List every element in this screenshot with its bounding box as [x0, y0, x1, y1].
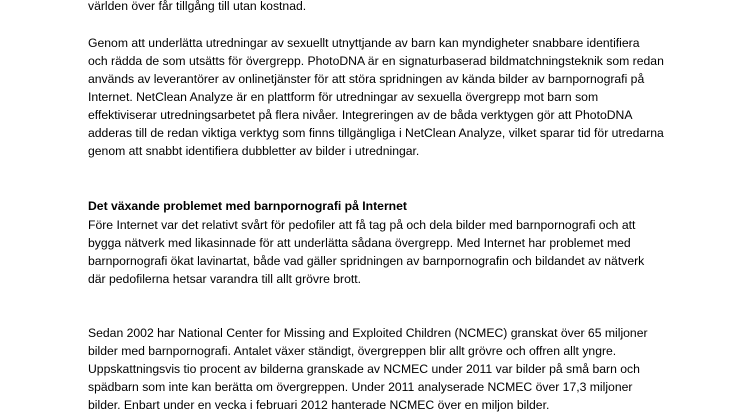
text-line: bygga nätverk med likasinnade för att underlätta sådana övergrepp. Med Internet har problemet med — [88, 236, 631, 250]
text-line: Internet. NetClean Analyze är en plattform för utredningar av sexuella övergrepp mot barn som — [88, 90, 599, 104]
document-page — [88, 0, 688, 419]
paragraph-analyze — [88, 34, 688, 160]
text-line: bilder med barnpornografi. Antalet växer ständigt, övergreppen blir allt grövre och offren allt yngre. — [88, 344, 617, 358]
text-line: Genom att underlätta utredningar av sexuellt utnyttjande av barn kan myndigheter snabbare identifiera — [88, 36, 640, 50]
paragraph-ncmec — [88, 324, 688, 414]
text-line: genom att snabbt identifiera dubbletter av bilder i utredningar. — [88, 144, 420, 158]
text-line: barnpornografi ökat lavinartat, både vad gäller spridningen av barnpornografin och bildandet av nätverk — [88, 254, 645, 268]
paragraph-problem — [88, 216, 688, 288]
text-line: och rädda de som utsätts för övergrepp. PhotoDNA är en signaturbaserad bildmatchningsteknik som redan — [88, 54, 664, 68]
text-line: bilder. Enbart under en vecka i februari 2012 hanterade NCMEC över en miljon bilder. — [88, 398, 550, 412]
text-line: Före Internet var det relativt svårt för pedofiler att få tag på och dela bilder med barnpornografi och att — [88, 218, 636, 232]
text-line: där pedofilerna hetsar varandra till allt grövre brott. — [88, 272, 362, 286]
paragraph-intro-tail — [88, 0, 688, 15]
text-line: världen över får tillgång till utan kostnad. — [88, 0, 307, 13]
text-line: effektiviserar utredningsarbetet på flera nivåer. Integreringen av de båda verktygen gör att PhotoDNA — [88, 108, 633, 122]
section-heading: Det växande problemet med barnpornografi på Internet — [88, 199, 407, 213]
text-line: används av leverantörer av onlinetjänster för att störa spridningen av kända bilder av barnpornografi på — [88, 72, 645, 86]
text-line: Sedan 2002 har National Center for Missing and Exploited Children (NCMEC) granskat över 65 miljoner — [88, 326, 648, 340]
text-line: adderas till de redan viktiga verktyg som finns tillgängliga i NetClean Analyze, vilket sparar tid för utredarna — [88, 126, 664, 140]
text-line: spädbarn som inte kan berätta om övergreppen. Under 2011 analyserade NCMEC över 17,3 miljoner — [88, 380, 633, 394]
text-line: Uppskattningsvis tio procent av bilderna granskade av NCMEC under 2011 var bilder på små barn och — [88, 362, 640, 376]
